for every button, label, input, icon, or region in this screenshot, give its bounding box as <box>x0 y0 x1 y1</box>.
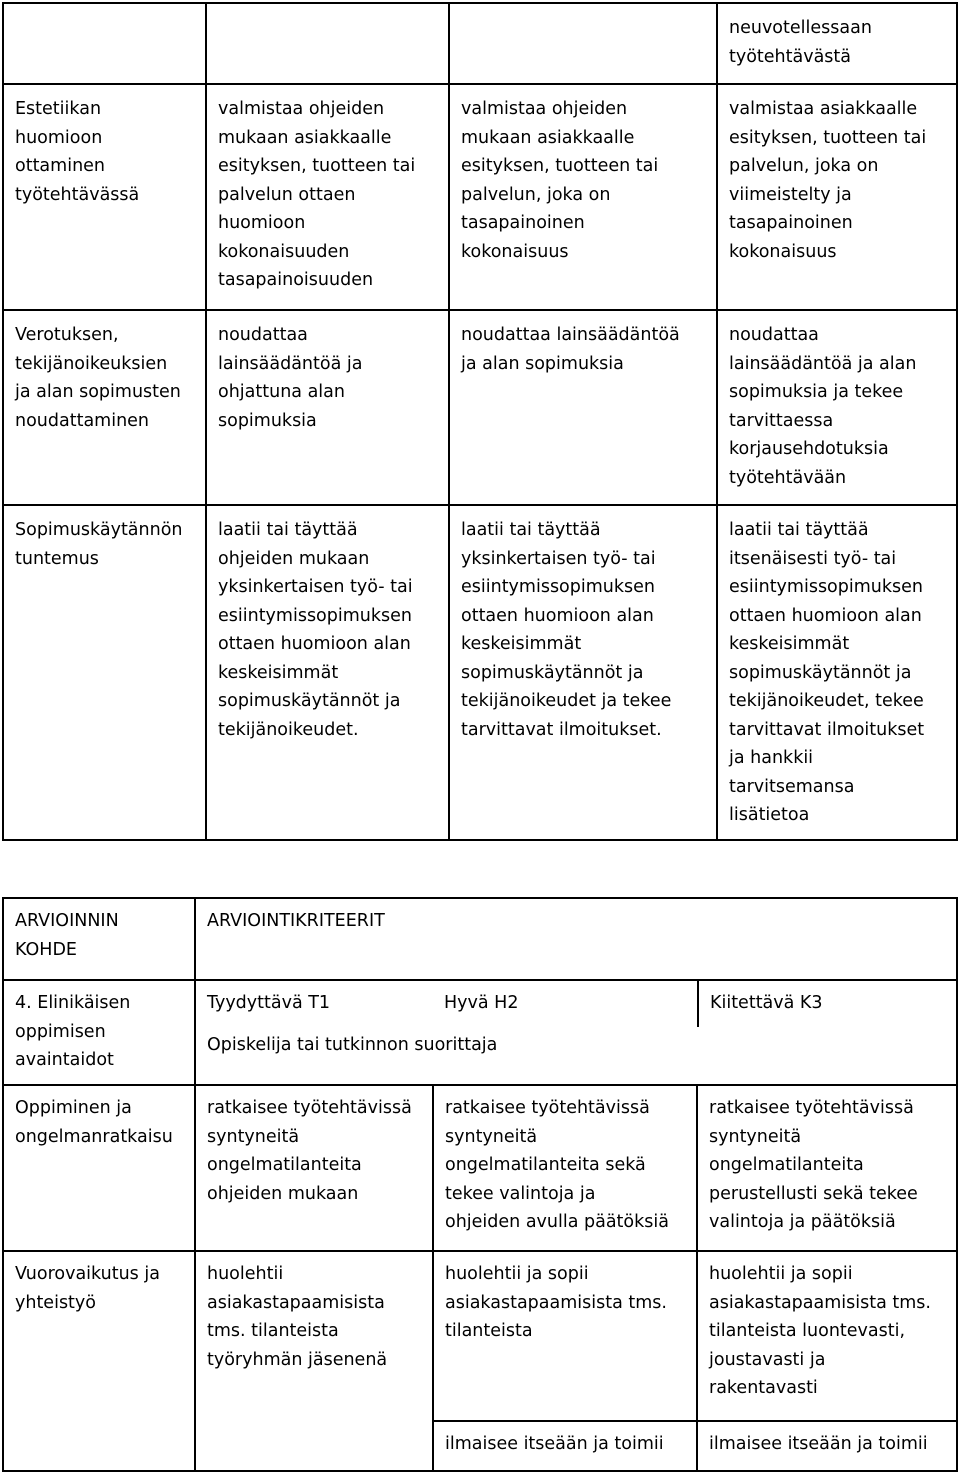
criteria-h2: huolehtii ja sopii asiakastapaamisista tms. tilanteista <box>433 1251 697 1421</box>
grade-h2: Hyvä H2 <box>444 993 519 1013</box>
table-row <box>3 84 957 310</box>
table-cell <box>3 3 206 84</box>
row-label: 4. Elinikäisen oppimisen avaintaidot <box>3 980 195 1085</box>
table-cell <box>449 3 717 84</box>
criteria-table-upper <box>2 2 958 841</box>
criteria-k3: noudattaa lainsäädäntöä ja alan sopimuksia ja tekee tarvittaessa korjausehdotuksia työtehtävään <box>717 310 957 505</box>
criteria-h2: noudattaa lainsäädäntöä ja alan sopimuksia <box>449 310 717 505</box>
row-label: Sopimuskäytännön tuntemus <box>3 505 206 840</box>
criteria-k3: valmistaa asiakkaalle esityksen, tuotteen tai palvelun, joka on viimeistelty ja tasapainoinen kokonaisuus <box>717 84 957 310</box>
criteria-h2: laatii tai täyttää yksinkertaisen työ- tai esiintymissopimuksen ottaen huomioon alan keskeisimmät sopimuskäytännöt ja tekijänoikeudet ja tekee tarvittavat ilmoitukset. <box>449 505 717 840</box>
table-row <box>3 1251 957 1421</box>
criteria-k3: ilmaisee itseään ja toimii <box>697 1421 957 1471</box>
table-cell <box>717 3 957 84</box>
table-row <box>3 1421 957 1471</box>
criteria-t1: huolehtii asiakastapaamisista tms. tilanteista työryhmän jäsenenä <box>195 1251 433 1421</box>
criteria-t1: laatii tai täyttää ohjeiden mukaan yksinkertaisen työ- tai esiintymissopimuksen ottaen huomioon alan keskeisimmät sopimuskäytännöt ja tekijänoikeudet. <box>206 505 449 840</box>
row-label: Verotuksen, tekijänoikeuksien ja alan sopimusten noudattaminen <box>3 310 206 505</box>
criteria-table-lower <box>2 897 958 1472</box>
table-cell <box>195 1421 433 1471</box>
header-assessment-target: ARVIOINNIN KOHDE <box>3 898 195 980</box>
row-label: Oppiminen ja ongelmanratkaisu <box>3 1085 195 1251</box>
row-label: Estetiikan huomioon ottaminen työtehtävässä <box>3 84 206 310</box>
criteria-t1: valmistaa ohjeiden mukaan asiakkaalle esityksen, tuotteen tai palvelun ottaen huomioon kokonaisuuden tasapainoisuuden <box>206 84 449 310</box>
table-cell <box>206 3 449 84</box>
grade-t1: Tyydyttävä T1 <box>207 993 331 1013</box>
criteria-k3: ratkaisee työtehtävissä syntyneitä ongelmatilanteita perustellusti sekä tekee valintoja ja päätöksiä <box>697 1085 957 1251</box>
criteria-h2: ilmaisee itseään ja toimii <box>433 1421 697 1471</box>
table-row <box>3 1085 957 1251</box>
criteria-k3: huolehtii ja sopii asiakastapaamisista tms. tilanteista luontevasti, joustavasti ja rakentavasti <box>697 1251 957 1421</box>
table-row <box>3 310 957 505</box>
performer-label: Opiskelija tai tutkinnon suorittaja <box>207 1035 498 1055</box>
table-cell <box>3 1421 195 1471</box>
grade-k3: Kiitettävä K3 <box>697 981 954 1027</box>
table-row <box>3 505 957 840</box>
criteria-h2: valmistaa ohjeiden mukaan asiakkaalle esityksen, tuotteen tai palvelun, joka on tasapainoinen kokonaisuus <box>449 84 717 310</box>
header-assessment-criteria: ARVIOINTIKRITEERIT <box>195 898 957 980</box>
table-row <box>3 980 957 1085</box>
header-cell-k3: neuvotellessaan työtehtävästä <box>729 18 872 67</box>
criteria-t1: ratkaisee työtehtävissä syntyneitä ongelmatilanteita ohjeiden mukaan <box>195 1085 433 1251</box>
criteria-h2: ratkaisee työtehtävissä syntyneitä ongelmatilanteita sekä tekee valintoja ja ohjeiden avulla päätöksiä <box>433 1085 697 1251</box>
row-label: Vuorovaikutus ja yhteistyö <box>3 1251 195 1421</box>
table-row <box>3 898 957 980</box>
table-row <box>3 3 957 84</box>
criteria-k3: laatii tai täyttää itsenäisesti työ- tai esiintymissopimuksen ottaen huomioon alan keskeisimmät sopimuskäytännöt ja tekijänoikeudet, tekee tarvittavat ilmoitukset ja hankkii tarvitsemansa lisätietoa <box>717 505 957 840</box>
criteria-t1: noudattaa lainsäädäntöä ja ohjattuna alan sopimuksia <box>206 310 449 505</box>
